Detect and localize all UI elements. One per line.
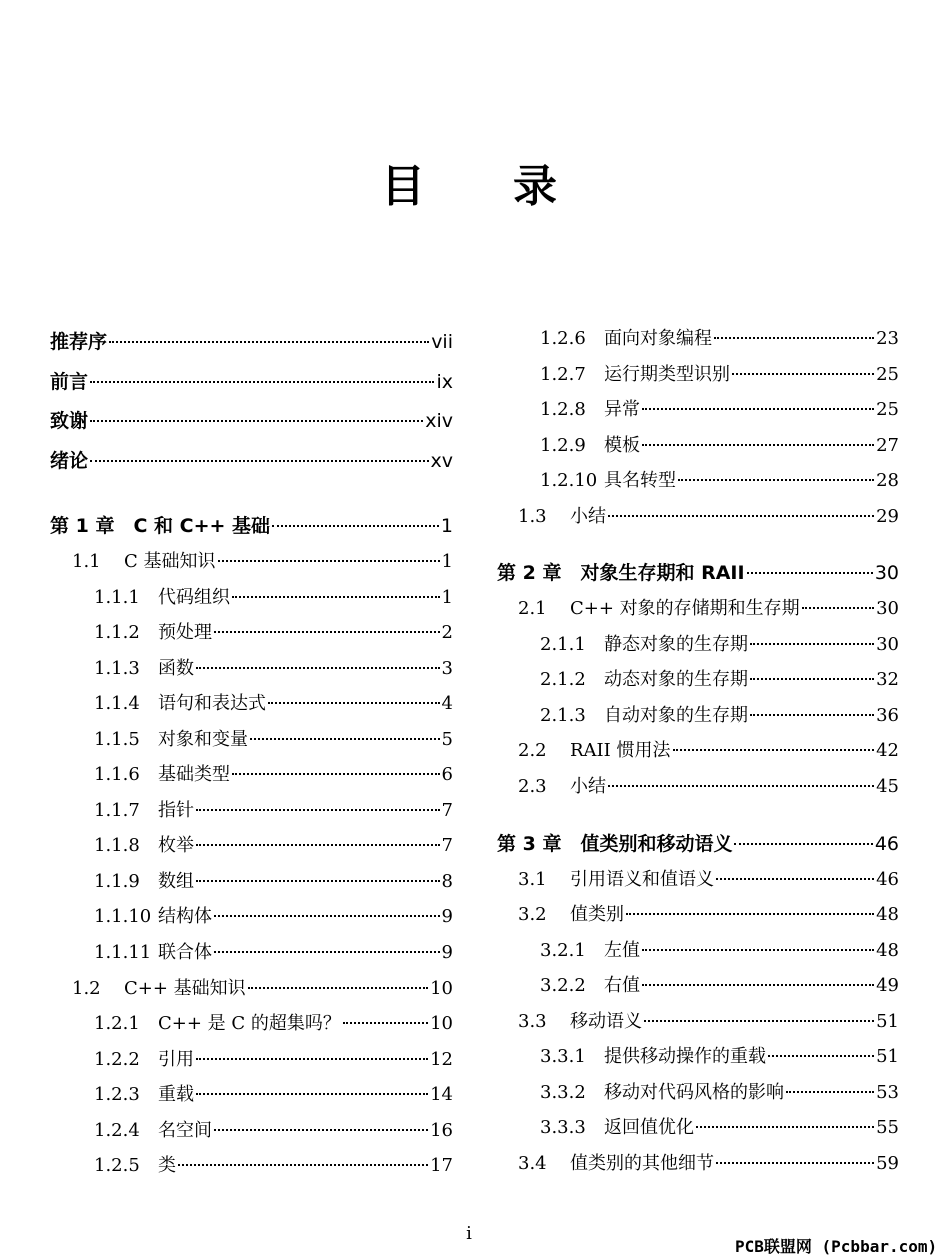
toc-page-number: 36 (876, 705, 899, 726)
toc-entry[interactable] (497, 939, 899, 963)
dot-leader (196, 1093, 428, 1095)
dot-leader (214, 915, 440, 917)
toc-entry[interactable] (50, 692, 453, 716)
toc-page-number: 6 (441, 764, 453, 785)
toc-page-number: 2 (441, 622, 453, 643)
toc-section-number: 3.1 (518, 869, 547, 890)
dot-leader (214, 951, 440, 953)
toc-entry[interactable] (497, 1152, 899, 1176)
toc-page-number: xiv (425, 410, 453, 432)
toc-entry-label: 值类别的其他细节 (570, 1153, 714, 1174)
dot-leader (90, 460, 428, 462)
toc-entry-label: 引用 (158, 1049, 194, 1070)
toc-page-number: 45 (876, 776, 899, 797)
toc-entry-label: 静态对象的生存期 (604, 634, 748, 655)
toc-page-number: 48 (876, 940, 899, 961)
toc-section-number: 1.1.9 (94, 871, 140, 892)
dot-leader (196, 667, 440, 669)
toc-front-entry[interactable] (50, 330, 453, 354)
toc-entry[interactable] (497, 597, 899, 621)
page-number: i (466, 1223, 472, 1244)
toc-section-number: 3.3.2 (540, 1082, 586, 1103)
dot-leader (802, 607, 874, 609)
toc-page-number: 9 (441, 906, 453, 927)
toc-page-number: 14 (430, 1084, 453, 1105)
toc-page-number: 3 (441, 658, 453, 679)
toc-chapter-entry[interactable] (497, 832, 899, 856)
toc-section-number: 2.1 (518, 598, 547, 619)
dot-leader (747, 572, 873, 574)
toc-entry[interactable] (50, 1048, 453, 1072)
toc-entry[interactable] (497, 633, 899, 657)
toc-page-number: 25 (876, 399, 899, 420)
toc-entry-label: 枚举 (158, 835, 194, 856)
dot-leader (196, 809, 440, 811)
toc-entry-label: 移动对代码风格的影响 (604, 1082, 784, 1103)
toc-entry[interactable] (497, 363, 899, 387)
toc-entry-label: 名空间 (158, 1120, 212, 1141)
toc-entry[interactable] (497, 1081, 899, 1105)
toc-entry-label: 自动对象的生存期 (604, 705, 748, 726)
toc-page-number: 17 (430, 1155, 453, 1176)
toc-entry[interactable] (497, 739, 899, 763)
toc-entry[interactable] (497, 505, 899, 529)
toc-entry[interactable] (497, 775, 899, 799)
toc-section-number: 1.2.10 (540, 470, 598, 491)
toc-section-number: 3.4 (518, 1153, 547, 1174)
toc-entry-label: 动态对象的生存期 (604, 669, 748, 690)
toc-section-number: 1.2.4 (94, 1120, 140, 1141)
toc-section-number: 3.3 (518, 1011, 547, 1032)
dot-leader (642, 949, 874, 951)
dot-leader (196, 844, 440, 846)
toc-section-number: 1.1.10 (94, 906, 152, 927)
toc-section-number: 1.1.8 (94, 835, 140, 856)
dot-leader (642, 408, 874, 410)
toc-page-number: 30 (876, 598, 899, 619)
dot-leader (608, 785, 874, 787)
toc-entry[interactable] (497, 434, 899, 458)
toc-page-number: 46 (876, 869, 899, 890)
dot-leader (786, 1091, 874, 1093)
toc-page-number: 4 (441, 693, 453, 714)
toc-page-number: 42 (876, 740, 899, 761)
toc-page-number: 12 (430, 1049, 453, 1070)
toc-entry-label: C++ 基础知识 (124, 978, 246, 999)
toc-entry[interactable] (50, 728, 453, 752)
toc-page-number: 51 (876, 1011, 899, 1032)
toc-entry-label: 模板 (604, 435, 640, 456)
dot-leader (734, 843, 872, 845)
dot-leader (268, 702, 440, 704)
toc-page-number: 7 (441, 800, 453, 821)
toc-entry[interactable] (497, 1010, 899, 1034)
toc-entry[interactable] (497, 327, 899, 351)
toc-entry[interactable] (497, 469, 899, 493)
toc-page-number: 10 (430, 1013, 453, 1034)
dot-leader (768, 1055, 874, 1057)
toc-page-number: 46 (874, 833, 899, 855)
toc-entry[interactable] (50, 870, 453, 894)
dot-leader (732, 373, 874, 375)
toc-page-number: 27 (876, 435, 899, 456)
toc-entry[interactable] (50, 834, 453, 858)
toc-section-number: 1.2.5 (94, 1155, 140, 1176)
toc-section-number: 1.1.6 (94, 764, 140, 785)
toc-entry-label: 值类别 (570, 904, 624, 925)
toc-entry-label: 指针 (158, 800, 194, 821)
toc-section-number: 2.1.3 (540, 705, 586, 726)
toc-page-number: xv (430, 450, 453, 472)
toc-entry[interactable] (50, 977, 453, 1001)
toc-page-number: ix (436, 371, 453, 393)
toc-page-number: 30 (874, 562, 899, 584)
toc-page-number: 32 (876, 669, 899, 690)
dot-leader (678, 479, 874, 481)
toc-entry-label: 小结 (570, 776, 606, 797)
toc-page-number: 1 (441, 587, 453, 608)
toc-entry-label: 第 2 章 对象生存期和 RAII (497, 562, 745, 584)
toc-page-number: 23 (876, 328, 899, 349)
dot-leader (642, 444, 874, 446)
dot-leader (178, 1164, 428, 1166)
toc-entry-label: 返回值优化 (604, 1117, 694, 1138)
toc-entry[interactable] (50, 1012, 453, 1036)
toc-entry-label: 提供移动操作的重载 (604, 1046, 766, 1067)
toc-entry-label: 小结 (570, 506, 606, 527)
toc-entry[interactable] (50, 1119, 453, 1143)
toc-entry[interactable] (50, 1083, 453, 1107)
toc-page-number: 59 (876, 1153, 899, 1174)
dot-leader (90, 381, 434, 383)
toc-entry[interactable] (50, 799, 453, 823)
toc-entry-label: 第 1 章 C 和 C++ 基础 (50, 515, 271, 537)
dot-leader (90, 420, 423, 422)
toc-entry[interactable] (50, 905, 453, 929)
toc-entry[interactable] (50, 763, 453, 787)
dot-leader (218, 560, 440, 562)
toc-entry-label: 引用语义和值语义 (570, 869, 714, 890)
toc-entry-label: 运行期类型识别 (604, 364, 730, 385)
toc-entry-label: 代码组织 (158, 587, 230, 608)
toc-entry[interactable] (497, 1045, 899, 1069)
toc-page-number: 30 (876, 634, 899, 655)
toc-section-number: 3.2.2 (540, 975, 586, 996)
toc-entry[interactable] (497, 868, 899, 892)
toc-entry-label: 面向对象编程 (604, 328, 712, 349)
toc-page-number: 55 (876, 1117, 899, 1138)
dot-leader (109, 341, 429, 343)
toc-section-number: 1.2.8 (540, 399, 586, 420)
toc-section-number: 1.2.2 (94, 1049, 140, 1070)
toc-entry-label: 语句和表达式 (158, 693, 266, 714)
toc-chapter-entry[interactable] (50, 514, 453, 538)
dot-leader (608, 515, 874, 517)
toc-entry-label: 第 3 章 值类别和移动语义 (497, 833, 733, 855)
toc-section-number: 1.2.6 (540, 328, 586, 349)
dot-leader (626, 913, 874, 915)
toc-entry-label: 移动语义 (570, 1011, 642, 1032)
toc-section-number: 2.1.1 (540, 634, 586, 655)
toc-page-number: 53 (876, 1082, 899, 1103)
dot-leader (214, 631, 440, 633)
toc-entry[interactable] (50, 550, 453, 574)
toc-page-number: 16 (430, 1120, 453, 1141)
toc-section-number: 1.2.1 (94, 1013, 140, 1034)
toc-entry-label: 数组 (158, 871, 194, 892)
dot-leader (750, 678, 874, 680)
toc-section-number: 1.2 (72, 978, 101, 999)
page-title: 目录 (381, 161, 645, 212)
toc-entry-label: 对象和变量 (158, 729, 248, 750)
toc-entry[interactable] (50, 657, 453, 681)
dot-leader (673, 749, 875, 751)
watermark: PCB联盟网 (Pcbbar.com) (735, 1237, 938, 1256)
toc-entry-label: 异常 (604, 399, 640, 420)
toc-entry-label: 重载 (158, 1084, 194, 1105)
toc-entry-label: 右值 (604, 975, 640, 996)
dot-leader (272, 525, 439, 527)
dot-leader (642, 984, 874, 986)
toc-entry-label: 预处理 (158, 622, 212, 643)
toc-entry-label: 左值 (604, 940, 640, 961)
toc-page-number: 51 (876, 1046, 899, 1067)
toc-page-number: 7 (441, 835, 453, 856)
toc-page-number: 9 (441, 942, 453, 963)
dot-leader (232, 596, 440, 598)
toc-entry[interactable] (497, 903, 899, 927)
dot-leader (716, 1162, 874, 1164)
dot-leader (232, 773, 440, 775)
dot-leader (696, 1126, 874, 1128)
toc-page-number: 48 (876, 904, 899, 925)
toc-section-number: 1.2.9 (540, 435, 586, 456)
dot-leader (714, 337, 874, 339)
dot-leader (196, 880, 440, 882)
toc-entry-label: 致谢 (50, 410, 89, 432)
toc-entry[interactable] (497, 704, 899, 728)
toc-page-number: 49 (876, 975, 899, 996)
toc-entry[interactable] (497, 974, 899, 998)
toc-entry-label: 绪论 (50, 450, 89, 472)
toc-entry-label: 具名转型 (604, 470, 676, 491)
toc-section-number: 1.1 (72, 551, 101, 572)
toc-page-number: 1 (441, 551, 453, 572)
toc-page-number: 1 (440, 515, 453, 537)
toc-front-entry[interactable] (50, 449, 453, 473)
toc-entry[interactable] (497, 668, 899, 692)
toc-section-number: 1.2.3 (94, 1084, 140, 1105)
toc-entry-label: 前言 (50, 371, 89, 393)
toc-page-number: vii (431, 331, 453, 353)
toc-entry-label: RAII 惯用法 (570, 740, 671, 761)
toc-entry-label: 函数 (158, 658, 194, 679)
toc-front-entry[interactable] (50, 409, 453, 433)
toc-section-number: 2.1.2 (540, 669, 586, 690)
toc-entry[interactable] (497, 1116, 899, 1140)
toc-section-number: 3.3.1 (540, 1046, 586, 1067)
toc-entry-label: C++ 是 C 的超集吗？ (158, 1013, 341, 1034)
toc-section-number: 3.2.1 (540, 940, 586, 961)
toc-section-number: 1.2.7 (540, 364, 586, 385)
dot-leader (750, 714, 874, 716)
toc-section-number: 1.1.7 (94, 800, 140, 821)
toc-entry[interactable] (50, 941, 453, 965)
dot-leader (644, 1020, 874, 1022)
toc-chapter-entry[interactable] (497, 561, 899, 585)
toc-entry-label: 联合体 (158, 942, 212, 963)
toc-section-number: 1.1.2 (94, 622, 140, 643)
toc-section-number: 3.3.3 (540, 1117, 586, 1138)
dot-leader (250, 738, 440, 740)
toc-section-number: 3.2 (518, 904, 547, 925)
dot-leader (248, 987, 428, 989)
toc-entry[interactable] (497, 398, 899, 422)
toc-section-number: 1.1.5 (94, 729, 140, 750)
toc-entry-label: 基础类型 (158, 764, 230, 785)
toc-entry-label: 类 (158, 1155, 176, 1176)
toc-entry-label: C++ 对象的存储期和生存期 (570, 598, 800, 619)
toc-page-number: 25 (876, 364, 899, 385)
dot-leader (750, 643, 874, 645)
toc-section-number: 1.1.11 (94, 942, 152, 963)
toc-section-number: 2.2 (518, 740, 547, 761)
toc-page-number: 8 (441, 871, 453, 892)
toc-entry[interactable] (50, 621, 453, 645)
toc-page-number: 28 (876, 470, 899, 491)
toc-page-number: 10 (430, 978, 453, 999)
toc-entry-label: 结构体 (158, 906, 212, 927)
dot-leader (716, 878, 874, 880)
toc-entry-label: 推荐序 (50, 331, 108, 353)
toc-page-number: 5 (441, 729, 453, 750)
dot-leader (196, 1058, 428, 1060)
toc-section-number: 1.1.4 (94, 693, 140, 714)
toc-entry[interactable] (50, 1154, 453, 1178)
toc-entry-label: C 基础知识 (124, 551, 216, 572)
dot-leader (214, 1129, 428, 1131)
toc-section-number: 1.1.1 (94, 587, 140, 608)
dot-leader (343, 1022, 428, 1024)
toc-entry[interactable] (50, 586, 453, 610)
toc-section-number: 1.3 (518, 506, 547, 527)
toc-page-number: 29 (876, 506, 899, 527)
toc-section-number: 2.3 (518, 776, 547, 797)
toc-front-entry[interactable] (50, 370, 453, 394)
toc-section-number: 1.1.3 (94, 658, 140, 679)
